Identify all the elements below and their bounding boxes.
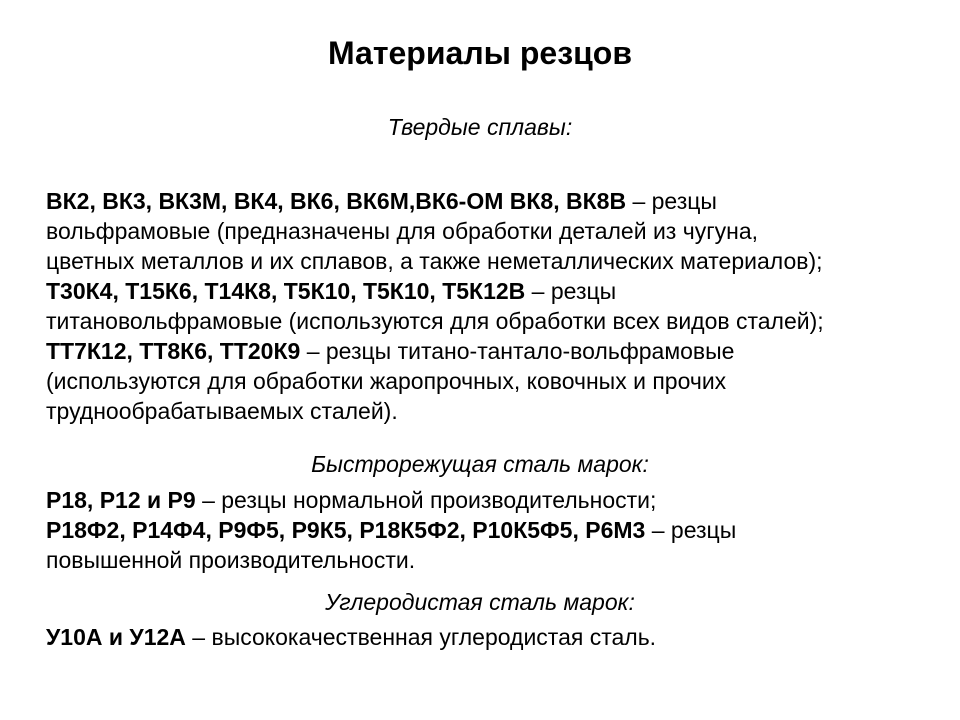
text-line: Р18Ф2, Р14Ф4, Р9Ф5, Р9К5, Р18К5Ф2, Р10К5Ф5, Р6М3 – резцы bbox=[46, 517, 737, 543]
text-line: ВК2, ВК3, ВК3М, ВК4, ВК6, ВК6М,ВК6-ОМ ВК8, ВК8В – резцы bbox=[46, 188, 717, 214]
text-line: труднообрабатываемых сталей). bbox=[46, 398, 398, 424]
hard-alloys-heading: Твердые сплавы: bbox=[387, 114, 573, 140]
text-line: вольфрамовые (предназначены для обработки деталей из чугуна, bbox=[46, 218, 759, 244]
carbon-steel-text bbox=[46, 622, 936, 652]
high-speed-steel-text bbox=[46, 485, 936, 575]
text-line: Р18, Р12 и Р9 – резцы нормальной производительности; bbox=[46, 487, 657, 513]
text-line: цветных металлов и их сплавов, а также неметаллических материалов); bbox=[46, 248, 823, 274]
high-speed-steel-heading: Быстрорежущая сталь марок: bbox=[311, 451, 649, 477]
text-line: Т30К4, Т15К6, Т14К8, Т5К10, Т5К10, Т5К12В – резцы bbox=[46, 278, 617, 304]
text-line: повышенной производительности. bbox=[46, 547, 416, 573]
text-line: У10А и У12А – высококачественная углеродистая сталь. bbox=[46, 624, 657, 650]
text-line: (используются для обработки жаропрочных, ковочных и прочих bbox=[46, 368, 727, 394]
slide-title: Материалы резцов bbox=[327, 35, 632, 71]
carbon-steel-heading: Углеродистая сталь марок: bbox=[325, 589, 635, 615]
text-line: ТТ7К12, ТТ8К6, ТТ20К9 – резцы титано-тантало-вольфрамовые bbox=[46, 338, 735, 364]
hard-alloys-text bbox=[46, 186, 936, 426]
text-line: титановольфрамовые (используются для обработки всех видов сталей); bbox=[46, 308, 824, 334]
